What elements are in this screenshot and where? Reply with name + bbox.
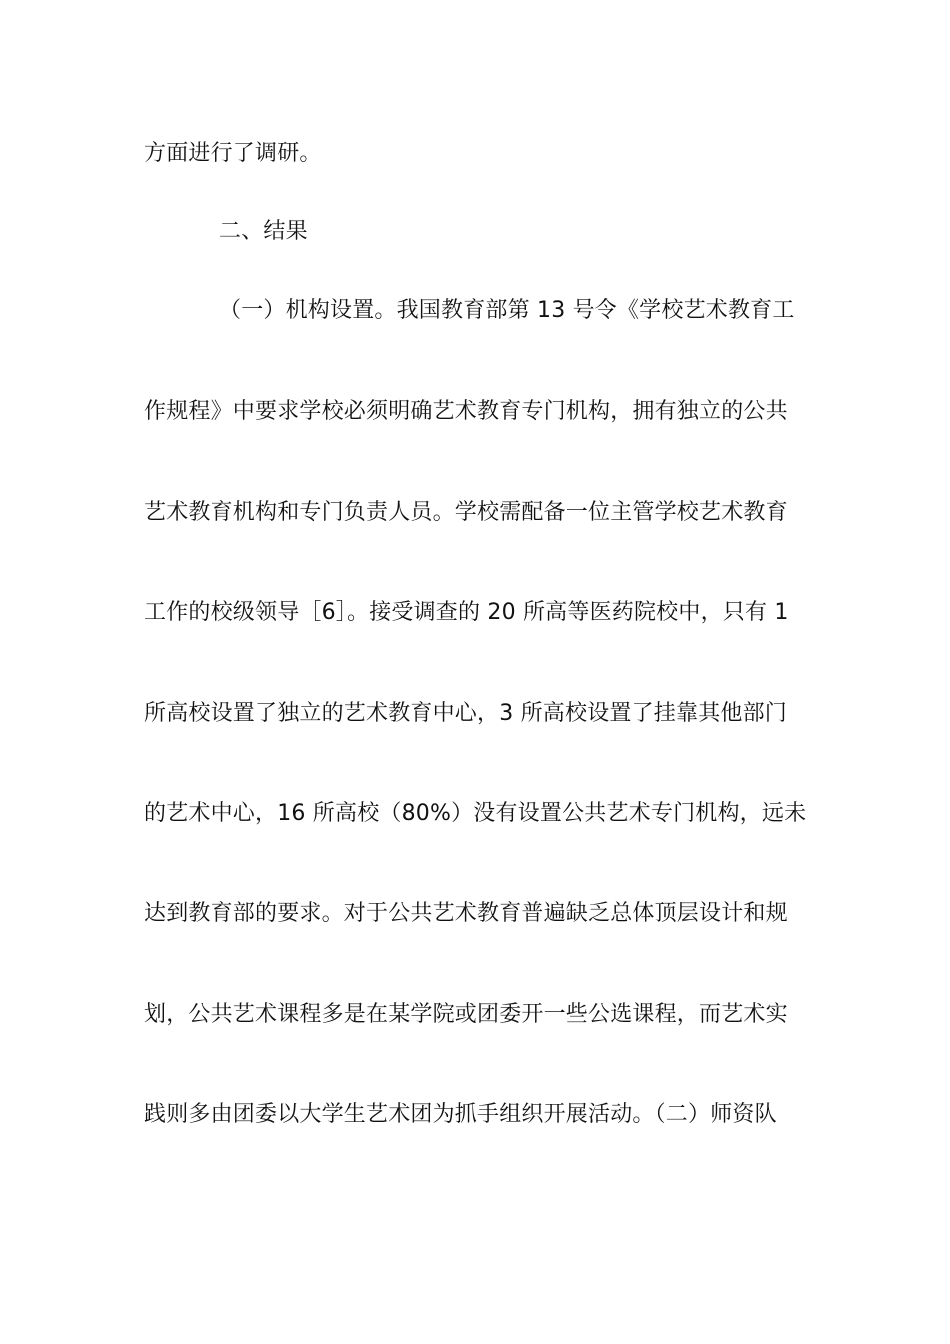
- paragraph-line: 达到教育部的要求。对于公共艺术教育普遍缺乏总体顶层设计和规: [144, 901, 788, 926]
- paragraph-line: 艺术教育机构和专门负责人员。学校需配备一位主管学校艺术教育: [144, 500, 788, 525]
- paragraph-line: 作规程》中要求学校必须明确艺术教育专门机构，拥有独立的公共: [144, 399, 788, 424]
- paragraph-line: 工作的校级领导［6］。接受调查的 20 所高等医药院校中，只有 1: [144, 600, 789, 625]
- paragraph-line: （一）机构设置。我国教育部第 13 号令《学校艺术教育工: [219, 298, 795, 323]
- paragraph-line: 的艺术中心，16 所高校（80%）没有设置公共艺术专门机构，远未: [144, 801, 807, 826]
- paragraph-line: 方面进行了调研。: [144, 141, 322, 166]
- paragraph-line: 划，公共艺术课程多是在某学院或团委开一些公选课程，而艺术实: [144, 1002, 788, 1027]
- paragraph-line: 所高校设置了独立的艺术教育中心，3 所高校设置了挂靠其他部门: [144, 701, 787, 726]
- section-heading: 二、结果: [219, 219, 308, 244]
- paragraph-line: 践则多由团委以大学生艺术团为抓手组织开展活动。（二）师资队: [144, 1102, 777, 1127]
